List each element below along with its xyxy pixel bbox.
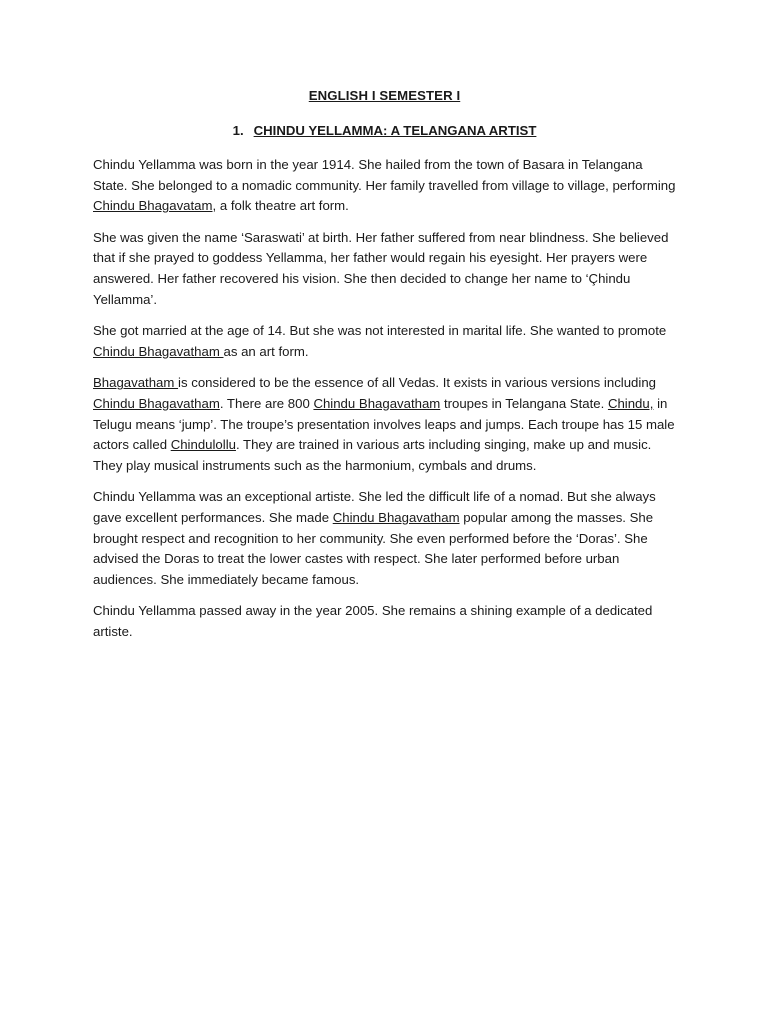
- underlined-term: Chindu Bhagavatham: [93, 343, 224, 359]
- paragraph-text: Chindu Yellamma passed away in the year 2005. She remains a shining example of a dedicated artiste.: [93, 603, 653, 639]
- paragraph-text: She was given the name ‘Saraswati’ at birth. Her father suffered from near blindness. She believed that if she prayed to goddess Yellamma, her father would regain his eyesight. Her prayers were answered. Her father recovered his vision. She then decided to change her name to ‘Çhindu Yellamma’.: [93, 229, 669, 307]
- paragraph-text: is considered to be the essence of all Vedas. It exists in various versions including: [178, 375, 656, 391]
- paragraph-text: Chindu Yellamma was born in the year 1914. She hailed from the town of Basara in Telangana State. She belonged to a nomadic community. Her family travelled from village to village, performing: [93, 157, 676, 193]
- underlined-term: Bhagavatham: [93, 375, 179, 391]
- paragraph-text: as an art form.: [223, 343, 309, 359]
- section-heading: [93, 123, 676, 138]
- paragraph-text: troupes in Telangana State.: [440, 395, 608, 411]
- paragraph-text: in Telugu means ‘jump’. The troupe’s presentation involves leaps and jumps. Each troupe has 15 male actors called: [93, 395, 675, 453]
- paragraph: [93, 487, 676, 590]
- document-title: ENGLISH I SEMESTER I: [308, 88, 461, 103]
- paragraph-text: , a folk theatre art form.: [212, 198, 349, 214]
- paragraph: [93, 601, 676, 642]
- paragraph: [93, 373, 676, 476]
- underlined-term: Chindu,: [607, 395, 654, 411]
- paragraph-text: . There are 800: [219, 395, 314, 411]
- paragraph: [93, 228, 676, 310]
- underlined-term: Chindu Bhagavatham: [332, 509, 460, 525]
- underlined-term: Chindu Bhagavatam: [93, 198, 213, 214]
- paragraph-text: popular among the masses. She brought respect and recognition to her community. She even performed before the ‘Doras’. She advised the Doras to treat the lower castes with respect. She later performed before urban audiences. She immediately became famous.: [93, 509, 654, 587]
- paragraph: [93, 321, 676, 362]
- paragraph: [93, 155, 676, 217]
- section-number: 1.: [232, 123, 244, 138]
- paragraph-text: . They are trained in various arts including singing, make up and music. They play musical instruments such as the harmonium, cymbals and drums.: [93, 437, 652, 473]
- paragraph-text: Chindu Yellamma was an exceptional artiste. She led the difficult life of a nomad. But she always gave excellent performances. She made: [93, 489, 656, 525]
- paragraph-text: She got married at the age of 14. But she was not interested in marital life. She wanted to promote: [93, 323, 667, 339]
- underlined-term: Chindu Bhagavatham: [313, 395, 441, 411]
- underlined-term: Chindu Bhagavatham: [93, 395, 220, 411]
- underlined-term: Chindulollu: [170, 437, 236, 453]
- section-heading-text: CHINDU YELLAMMA: A TELANGANA ARTIST: [253, 123, 537, 138]
